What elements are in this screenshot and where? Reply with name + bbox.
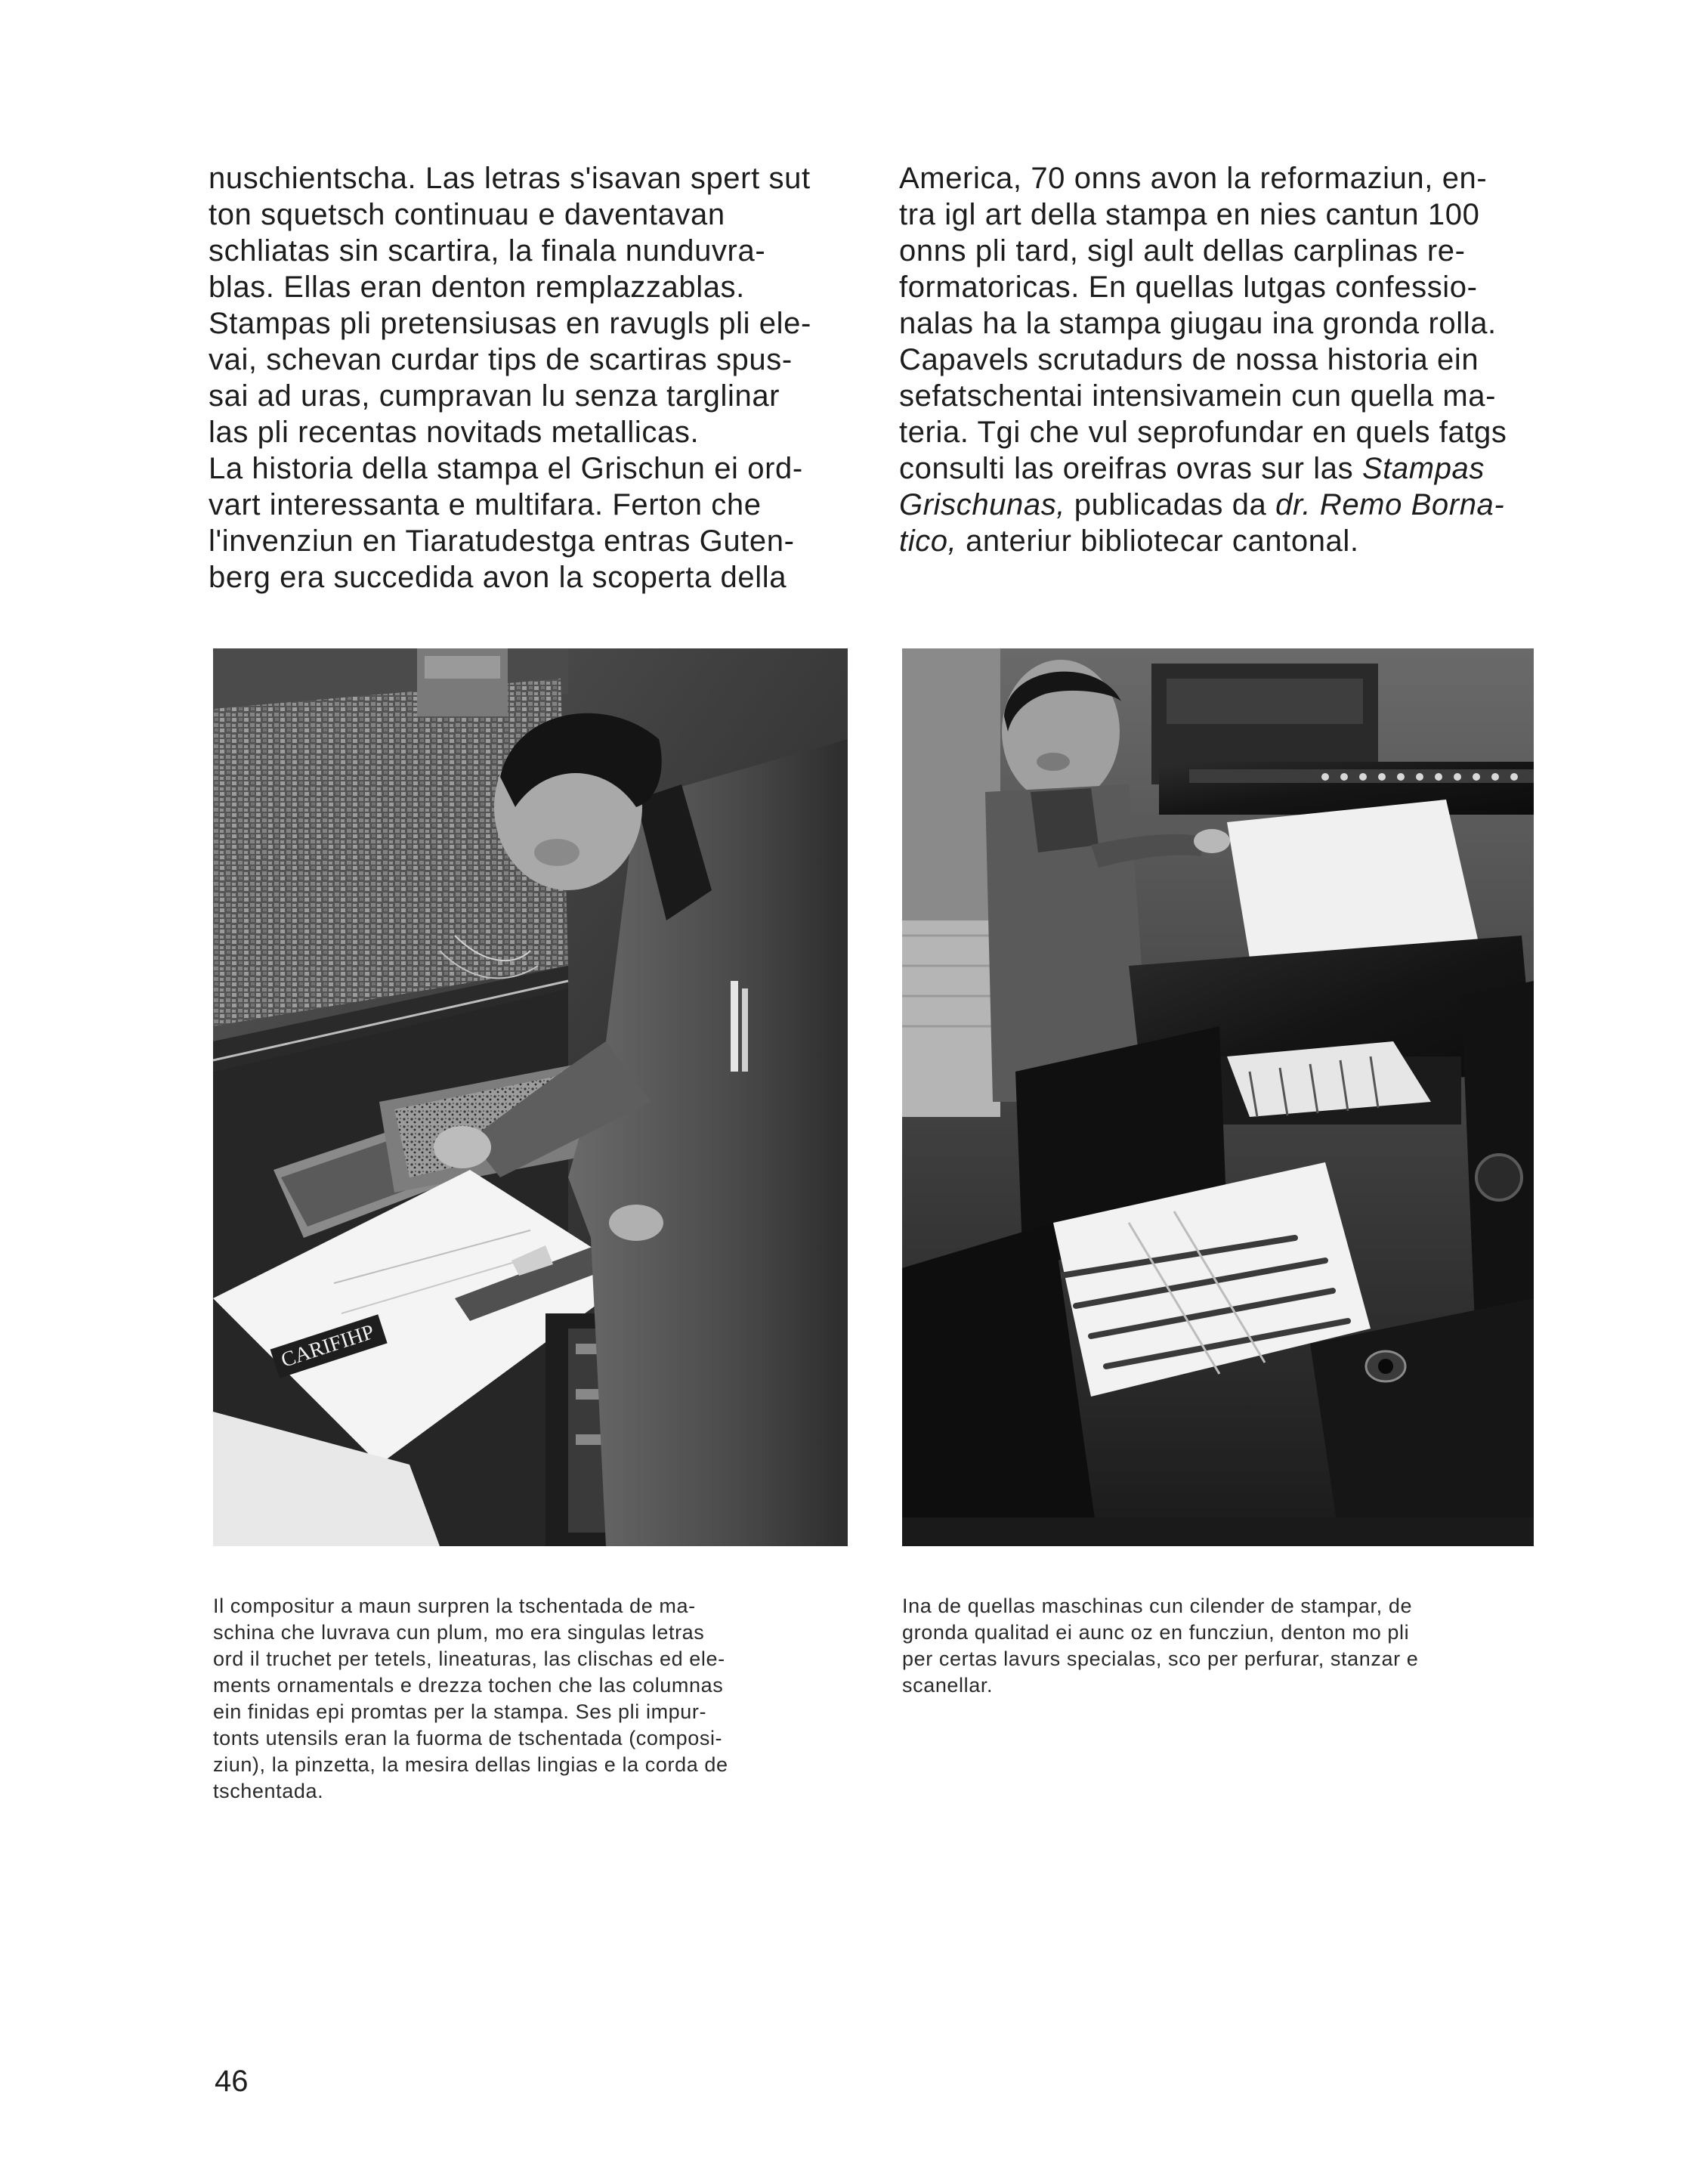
paragraph-right (899, 160, 1543, 559)
paragraph-left: nuschientscha. Las letras s'isavan spert sut ton squetsch continuau e daventavan schliatas sin scartira, la finala nunduvra- blas. Ellas eran denton remplazzablas. Stampas pli pretensiusas en ravugls pli ele- vai, schevan curdar tips de scartiras spus- sai ad uras, cumpravan lu senza targlinar las pli recentas novitads metallicas. La historia della stampa el Grischun ei ord- vart interessanta e multifara. Ferton che l'invenziun en Tiaratudestga entras Guten- berg era succedida avon la scoperta della (209, 162, 811, 594)
title-stampas-grischunas: Stampas Grischunas, (899, 452, 1485, 521)
paragraph-right-mid: publicadas da (1065, 488, 1276, 521)
author-name: dr. Remo Borna- tico, (899, 488, 1505, 558)
paragraph-right-text: America, 70 onns avon la reformaziun, en- tra igl art della stampa en nies cantun 100 onns pli tard, sigl ault dellas carplinas re- formatoricas. En quellas lutgas confessio- nalas ha la stampa giugau ina gronda rolla. Capavels scrutadurs de nossa historia ein sefatschentai intensivamein cun quella ma- teria. Tgi che vul seprofundar en quels fatgs consulti las oreifras ovras sur las (899, 162, 1507, 485)
text-column-right (899, 160, 1543, 559)
printed-sign-text: CARIFIHP (278, 1319, 378, 1372)
caption-right: Ina de quellas maschinas cun cilender de stampar, de gronda qualitad ei aunc oz en funcziun, denton mo pli per certas lavurs specialas, sco per perfurar, stanzar e scanellar. (902, 1595, 1419, 1697)
photo-compositor (213, 648, 848, 1546)
paragraph-right-end: anteriur bibliotecar cantonal. (957, 524, 1359, 558)
photo-printing-press (902, 648, 1534, 1546)
caption-left: Il compositur a maun surpren la tschentada de ma- schina che luvrava cun plum, mo era singulas letras ord il truchet per tetels, lineaturas, las clischas ed ele- ments ornamentals e drezza tochen che las columnas ein finidas epi promtas per la stampa. Ses pli impur- tonts utensils eran la fuorma de tschentada (composi- ziun), la pinzetta, la mesira dellas lingias e la corda de tschentada. (213, 1595, 728, 1802)
text-column-left (209, 160, 860, 595)
page-number: 46 (215, 2065, 249, 2098)
